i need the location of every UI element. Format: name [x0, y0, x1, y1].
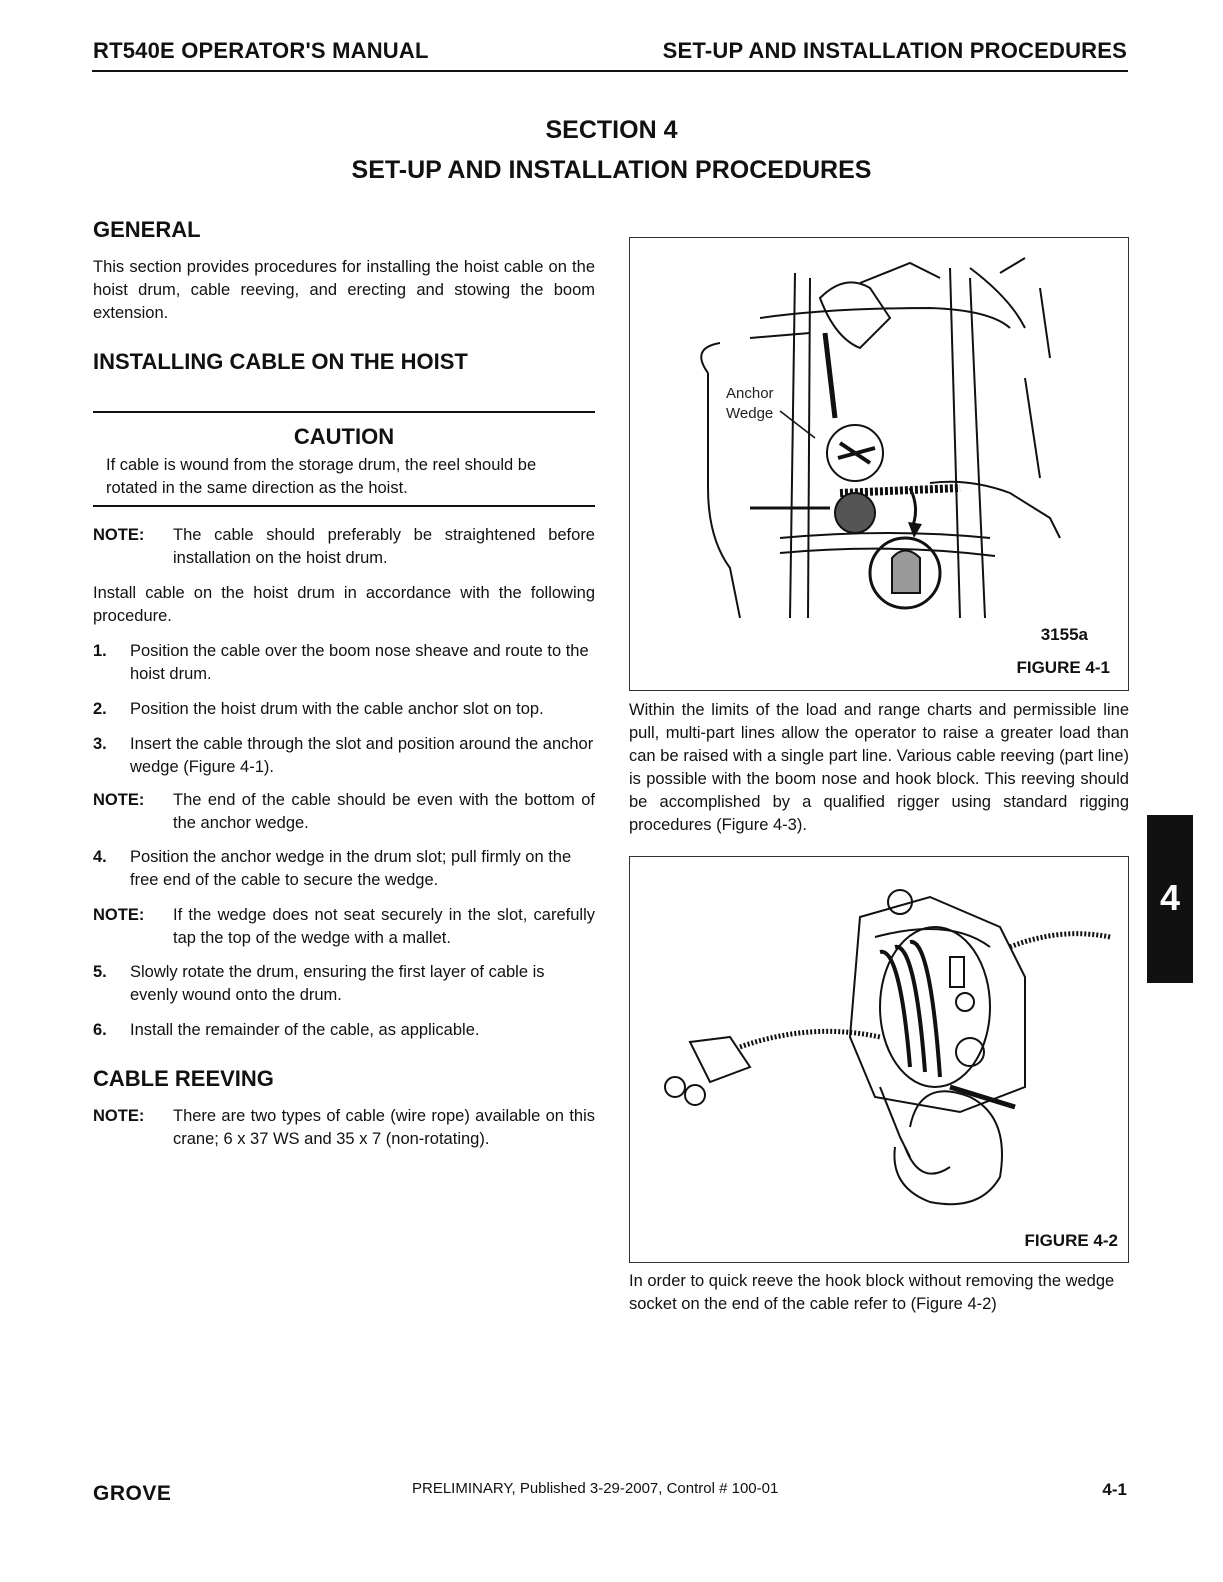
brand-logo: GROVE — [93, 1482, 172, 1505]
procedure-intro: Install cable on the hoist drum in accordance with the following procedure. — [93, 584, 595, 625]
step-text: Position the cable over the boom nose sheave and route to the hoist drum. — [130, 642, 589, 683]
step-text: Insert the cable through the slot and position around the anchor wedge (Figure 4-1). — [130, 735, 594, 776]
reeving-paragraph: Within the limits of the load and range charts and permissible line pull, multi-part lines allow the operator to raise a greater load than can be raised with a single part line. Various cable reeving (part line) is possible with the boom nose and hook block. This reeving should be accomplished by a qualified rigger using standard rigging procedures (Figure 4-3). — [629, 701, 1129, 834]
note-text: The end of the cable should be even with the bottom of the anchor wedge. — [173, 791, 595, 832]
step-text: Install the remainder of the cable, as applicable. — [130, 1021, 480, 1039]
installing-heading: INSTALLING CABLE ON THE HOIST — [93, 349, 468, 374]
step-5 — [93, 961, 595, 1007]
label-line: Anchor — [726, 385, 774, 402]
header-manual-title: RT540E OPERATOR'S MANUAL — [93, 38, 429, 63]
caution-top-rule — [93, 411, 595, 413]
note-label: NOTE: — [93, 791, 145, 809]
note-cable-types — [93, 1105, 595, 1151]
step-number: 3. — [93, 735, 107, 753]
page-number: 4-1 — [1102, 1480, 1127, 1499]
note-label: NOTE: — [93, 906, 145, 924]
note-label: NOTE: — [93, 526, 145, 544]
figure-4-1 — [629, 237, 1129, 691]
hook-block-illustration — [630, 857, 1128, 1217]
section-title: SET-UP AND INSTALLATION PROCEDURES — [351, 156, 872, 184]
hoist-drum-illustration — [630, 238, 1128, 618]
step-3 — [93, 733, 595, 779]
quick-reeve-text: In order to quick reeve the hook block without removing the wedge socket on the end of the cable refer to (Figure 4-2) — [629, 1272, 1115, 1313]
note-text: If the wedge does not seat securely in the slot, carefully tap the top of the wedge with a mallet. — [173, 906, 595, 947]
section-number: SECTION 4 — [545, 116, 678, 144]
figure-code: 3155a — [1040, 625, 1088, 644]
header-chapter-title: SET-UP AND INSTALLATION PROCEDURES — [662, 38, 1127, 63]
step-number: 4. — [93, 848, 107, 866]
general-text: This section provides procedures for installing the hoist cable on the hoist drum, cable reeving, and erecting and stowing the boom extension. — [93, 258, 595, 322]
caution-text: If cable is wound from the storage drum, the reel should be rotated in the same direction as the hoist. — [106, 456, 537, 497]
general-heading: GENERAL — [93, 217, 201, 242]
anchor-wedge-label — [726, 384, 774, 424]
footer-publication: PRELIMINARY, Published 3-29-2007, Control # 100-01 — [412, 1480, 779, 1497]
step-number: 1. — [93, 642, 107, 660]
header-rule — [92, 70, 1128, 72]
note-text: There are two types of cable (wire rope) available on this crane; 6 x 37 WS and 35 x 7 (non-rotating). — [173, 1107, 595, 1148]
note-label: NOTE: — [93, 1107, 145, 1125]
step-1 — [93, 640, 595, 686]
step-number: 5. — [93, 963, 107, 981]
note-straighten — [93, 524, 595, 570]
step-text: Slowly rotate the drum, ensuring the first layer of cable is evenly wound onto the drum. — [130, 963, 545, 1004]
step-4 — [93, 846, 595, 892]
note-cable-end — [93, 789, 595, 835]
caution-bottom-rule — [93, 505, 595, 507]
step-2 — [93, 698, 595, 721]
section-tab — [1147, 815, 1193, 983]
step-text: Position the hoist drum with the cable anchor slot on top. — [130, 700, 544, 718]
step-text: Position the anchor wedge in the drum slot; pull firmly on the free end of the cable to secure the wedge. — [130, 848, 572, 889]
figure-caption: FIGURE 4-2 — [1024, 1231, 1118, 1250]
step-6 — [93, 1019, 595, 1042]
figure-4-2 — [629, 856, 1129, 1263]
step-number: 6. — [93, 1021, 107, 1039]
caution-title: CAUTION — [293, 424, 395, 449]
figure-caption: FIGURE 4-1 — [1016, 658, 1110, 677]
note-wedge-seat — [93, 904, 595, 950]
label-line: Wedge — [726, 405, 774, 422]
reeving-heading: CABLE REEVING — [93, 1066, 274, 1091]
step-number: 2. — [93, 700, 107, 718]
section-tab-number: 4 — [1159, 877, 1181, 918]
note-text: The cable should preferably be straightened before installation on the hoist drum. — [173, 526, 595, 567]
